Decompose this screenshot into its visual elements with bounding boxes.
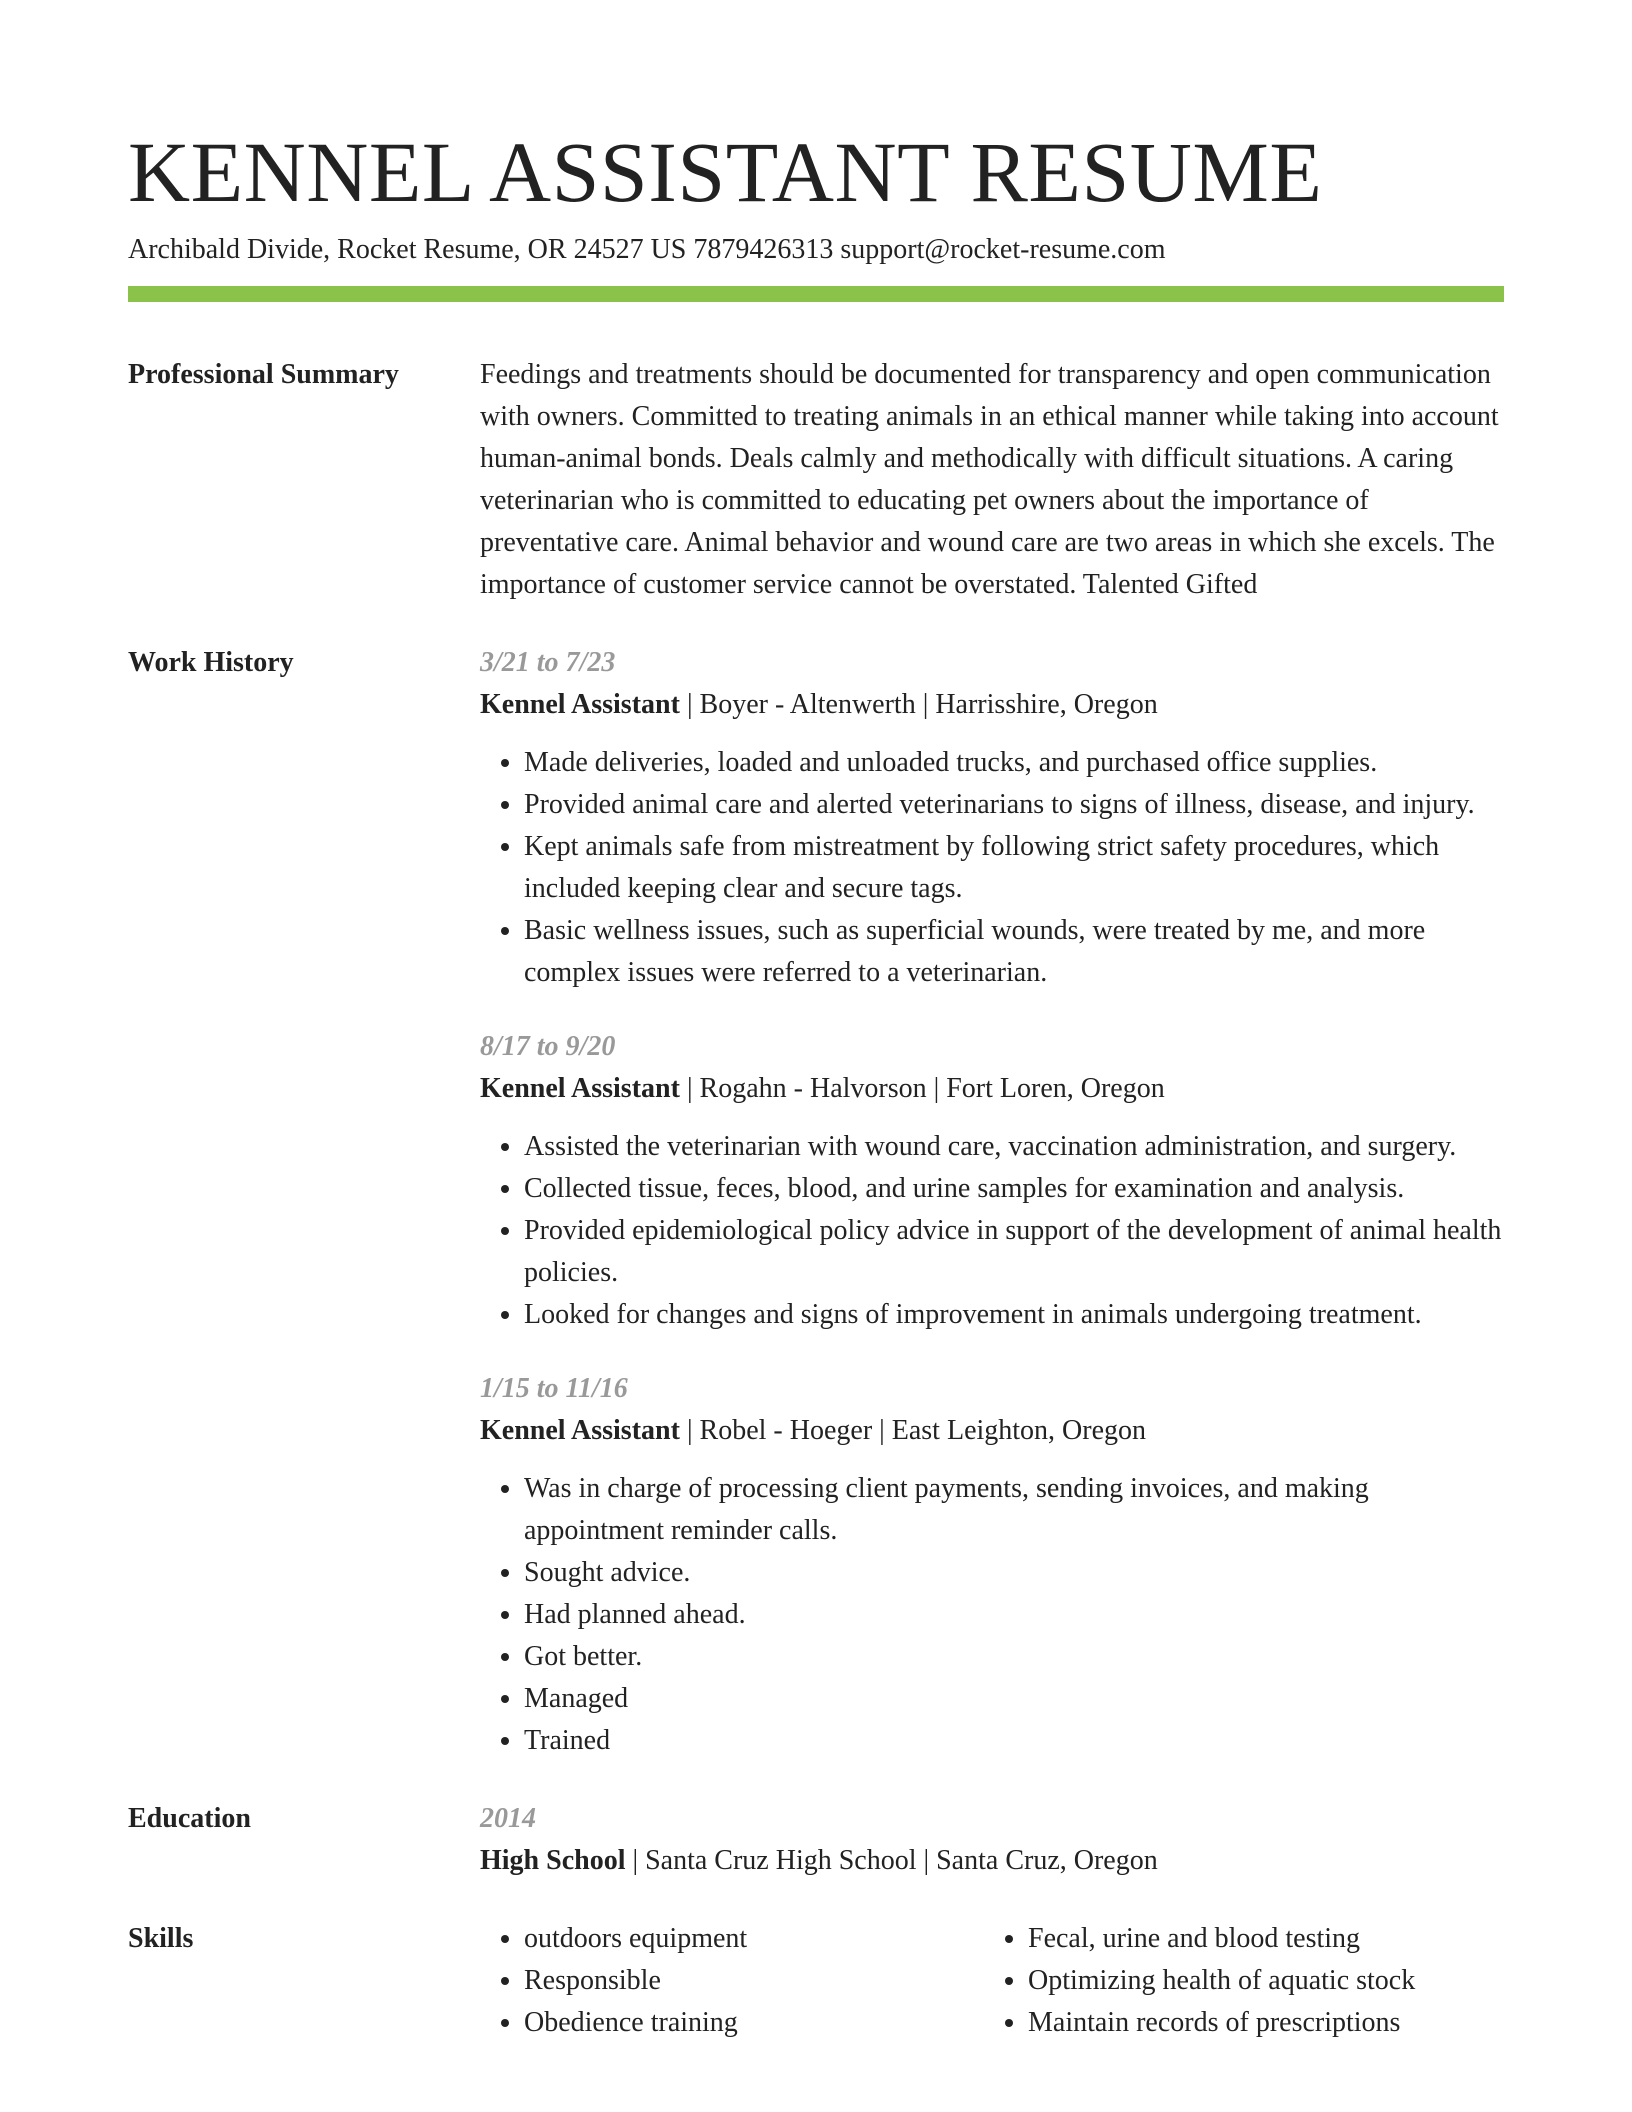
skills-content (480, 1918, 1504, 2044)
resume-title: KENNEL ASSISTANT RESUME (128, 124, 1323, 220)
summary-section (128, 354, 1504, 606)
education-line (480, 1840, 1504, 1882)
skills-section (128, 1918, 1504, 2044)
job-role: Kennel Assistant (480, 689, 680, 720)
summary-text: Feedings and treatments should be documented for transparency and open communication with owners. Committed to treating animals in an ethical manner while taking into account human-animal bonds. Deals calmly and methodically with difficult situations. A caring veterinarian who is committed to educating pet owners about the importance of preventative care. Animal behavior and wound care are two areas in which she excels. The importance of customer service cannot be overstated. Talented Gifted (480, 359, 1499, 600)
education-degree: High School (480, 1845, 626, 1876)
skill-item: • Responsible (524, 1960, 984, 2002)
work-history-content (480, 642, 1504, 1762)
job-dates: 8/17 to 9/20 (480, 1031, 616, 1062)
skills-column-right (984, 1918, 1488, 2044)
job-role: Kennel Assistant (480, 1073, 680, 1104)
job-entry (480, 642, 1504, 994)
job-bullets (480, 1126, 1504, 1336)
education-section (128, 1798, 1504, 1882)
work-history-section (128, 642, 1504, 1762)
job-bullet: • Assisted the veterinarian with wound care, vaccination administration, and surgery. (524, 1126, 1504, 1168)
skills-grid (480, 1918, 1504, 2044)
job-role-line (480, 1410, 1504, 1452)
skill-item: • Optimizing health of aquatic stock (1028, 1960, 1488, 2002)
job-bullets (480, 1468, 1504, 1762)
skills-column-left (480, 1918, 984, 2044)
job-details: | Robel - Hoeger | East Leighton, Oregon (679, 1415, 1147, 1446)
education-dates: 2014 (480, 1803, 536, 1834)
job-role-line (480, 684, 1504, 726)
skill-item: • Maintain records of prescriptions (1028, 2002, 1488, 2044)
resume-page (128, 124, 1504, 2044)
job-bullet: • Basic wellness issues, such as superficial wounds, were treated by me, and more complex issues were referred to a veterinarian. (524, 910, 1504, 994)
job-bullet: • Provided epidemiological policy advice in support of the development of animal health policies. (524, 1210, 1504, 1294)
job-bullet: • Made deliveries, loaded and unloaded trucks, and purchased office supplies. (524, 742, 1504, 784)
education-label: Education (128, 1803, 251, 1834)
job-details: | Rogahn - Halvorson | Fort Loren, Oregon (679, 1073, 1165, 1104)
skill-item: • Obedience training (524, 2002, 984, 2044)
job-bullets (480, 742, 1504, 994)
job-role: Kennel Assistant (480, 1415, 680, 1446)
job-bullet: • Managed (524, 1678, 1504, 1720)
job-bullet: • Had planned ahead. (524, 1594, 1504, 1636)
job-bullet: • Trained (524, 1720, 1504, 1762)
summary-content (480, 354, 1504, 606)
job-bullet: • Sought advice. (524, 1552, 1504, 1594)
job-bullet: • Was in charge of processing client payments, sending invoices, and making appointment reminder calls. (524, 1468, 1504, 1552)
job-entry (480, 1026, 1504, 1336)
contact-line: Archibald Divide, Rocket Resume, OR 24527 US 7879426313 support@rocket-resume.com (128, 234, 1166, 265)
job-role-line (480, 1068, 1504, 1110)
job-entry (480, 1368, 1504, 1762)
accent-divider (128, 286, 1504, 302)
job-bullet: • Got better. (524, 1636, 1504, 1678)
skills-label: Skills (128, 1923, 194, 1954)
skill-item: • Fecal, urine and blood testing (1028, 1918, 1488, 1960)
job-bullet: • Looked for changes and signs of improvement in animals undergoing treatment. (524, 1294, 1504, 1336)
job-bullet: • Collected tissue, feces, blood, and urine samples for examination and analysis. (524, 1168, 1504, 1210)
job-dates: 1/15 to 11/16 (480, 1373, 628, 1404)
job-bullet: • Provided animal care and alerted veterinarians to signs of illness, disease, and injury. (524, 784, 1504, 826)
education-content (480, 1798, 1504, 1882)
education-details: | Santa Cruz High School | Santa Cruz, Oregon (625, 1845, 1158, 1876)
job-bullet: • Kept animals safe from mistreatment by following strict safety procedures, which included keeping clear and secure tags. (524, 826, 1504, 910)
skill-item: • outdoors equipment (524, 1918, 984, 1960)
job-details: | Boyer - Altenwerth | Harrisshire, Oregon (679, 689, 1158, 720)
job-dates: 3/21 to 7/23 (480, 647, 616, 678)
work-history-label: Work History (128, 647, 294, 678)
summary-label: Professional Summary (128, 359, 399, 390)
